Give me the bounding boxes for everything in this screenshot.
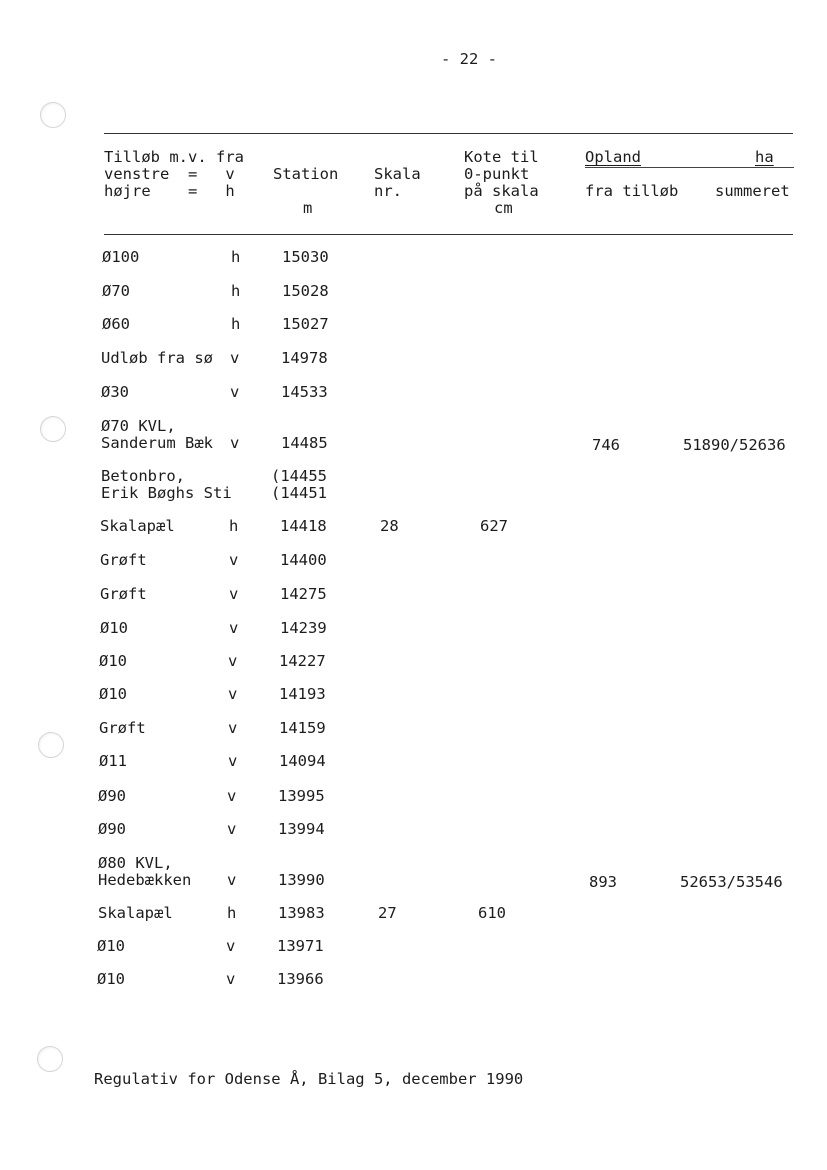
row-side: v	[229, 585, 239, 603]
row-side: v	[228, 685, 238, 703]
row-name: Udløb fra sø	[101, 349, 213, 367]
header-opland: Opland	[585, 148, 641, 166]
header-tillob-line1: Tilløb m.v. fra	[104, 148, 244, 166]
row-name: Ø80 KVL,	[98, 854, 173, 872]
row-name: Ø10	[99, 685, 127, 703]
header-tillob-line2: venstre = v	[104, 165, 235, 183]
row-station: 13990	[278, 871, 325, 889]
row-name: Ø10	[97, 970, 125, 988]
row-side: v	[230, 383, 240, 401]
row-side: v	[227, 820, 237, 838]
row-side: v	[227, 871, 237, 889]
header-opland-unit: ha	[755, 148, 774, 166]
row-station: 15027	[282, 315, 329, 333]
row-opland-fra: 893	[589, 873, 617, 891]
row-name: Sanderum Bæk	[101, 434, 213, 452]
punch-hole	[37, 1046, 63, 1072]
row-name: Ø10	[97, 937, 125, 955]
footer-text: Regulativ for Odense Å, Bilag 5, december 1990	[94, 1070, 524, 1088]
row-station: 15028	[282, 282, 329, 300]
row-skala: 28	[380, 517, 399, 535]
row-station: 14533	[281, 383, 328, 401]
row-name: Grøft	[100, 551, 147, 569]
row-station: 13995	[278, 787, 325, 805]
row-side: h	[231, 315, 241, 333]
row-name: Skalapæl	[100, 517, 175, 535]
header-summeret: summeret	[715, 182, 790, 200]
row-station: 13966	[277, 970, 324, 988]
row-station: 14400	[280, 551, 327, 569]
row-side: h	[231, 248, 241, 266]
header-station-unit: m	[303, 199, 313, 217]
page-number: - 22 -	[441, 50, 497, 68]
row-side: v	[228, 652, 238, 670]
row-skala: 27	[378, 904, 397, 922]
row-name: Ø10	[99, 652, 127, 670]
header-top-rule	[104, 133, 793, 134]
header-station: Station	[273, 165, 339, 183]
row-station: 14239	[280, 619, 327, 637]
header-kote-line3: på skala	[464, 182, 539, 200]
row-side: h	[231, 282, 241, 300]
punch-hole	[38, 732, 64, 758]
header-kote-unit: cm	[494, 199, 513, 217]
punch-hole	[40, 416, 66, 442]
row-side: v	[230, 434, 240, 452]
row-station: 14275	[280, 585, 327, 603]
row-side: v	[229, 551, 239, 569]
header-bottom-rule	[104, 234, 793, 235]
row-station: 13971	[277, 937, 324, 955]
row-station: 14227	[279, 652, 326, 670]
row-name: Grøft	[100, 585, 147, 603]
row-name: Ø10	[100, 619, 128, 637]
opland-underline	[585, 167, 794, 168]
row-opland-fra: 746	[592, 436, 620, 454]
header-skala: Skala	[374, 165, 421, 183]
row-station: 14193	[279, 685, 326, 703]
row-side: v	[226, 970, 236, 988]
row-station: (14451	[271, 484, 327, 502]
header-kote-line1: Kote til	[464, 148, 539, 166]
row-name: Skalapæl	[98, 904, 173, 922]
row-kote: 610	[478, 904, 506, 922]
row-station: 14418	[280, 517, 327, 535]
row-side: v	[228, 719, 238, 737]
row-station: 14978	[281, 349, 328, 367]
row-side: v	[227, 787, 237, 805]
row-name: Ø90	[98, 820, 126, 838]
row-opland-sum: 52653/53546	[680, 873, 783, 891]
header-fra-tillob: fra tilløb	[585, 182, 679, 200]
row-name: Grøft	[99, 719, 146, 737]
row-station: (14455	[271, 467, 327, 485]
row-side: v	[228, 752, 238, 770]
row-station: 13983	[278, 904, 325, 922]
row-name: Ø30	[101, 383, 129, 401]
row-side: v	[230, 349, 240, 367]
row-side: h	[229, 517, 239, 535]
row-opland-sum: 51890/52636	[683, 436, 786, 454]
row-name: Hedebækken	[98, 871, 192, 889]
row-station: 14094	[279, 752, 326, 770]
row-station: 15030	[282, 248, 329, 266]
header-skala-nr: nr.	[374, 182, 402, 200]
header-kote-line2: 0-punkt	[464, 165, 530, 183]
row-name: Ø70 KVL,	[101, 417, 176, 435]
header-tillob-line3: højre = h	[104, 182, 235, 200]
punch-hole	[40, 102, 66, 128]
row-station: 13994	[278, 820, 325, 838]
row-name: Ø70	[102, 282, 130, 300]
row-kote: 627	[480, 517, 508, 535]
row-side: v	[226, 937, 236, 955]
row-name: Erik Bøghs Sti	[101, 484, 232, 502]
row-name: Betonbro,	[101, 467, 185, 485]
row-name: Ø11	[99, 752, 127, 770]
row-side: v	[229, 619, 239, 637]
row-name: Ø100	[102, 248, 140, 266]
row-station: 14159	[279, 719, 326, 737]
row-name: Ø60	[102, 315, 130, 333]
row-station: 14485	[281, 434, 328, 452]
row-name: Ø90	[98, 787, 126, 805]
row-side: h	[227, 904, 237, 922]
